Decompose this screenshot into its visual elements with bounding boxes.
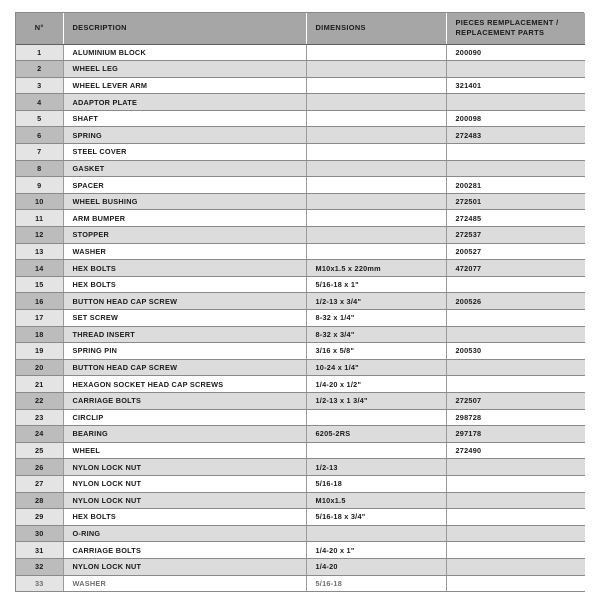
cell-replacement-part: [446, 61, 585, 78]
cell-number: 27: [16, 475, 63, 492]
table-row[interactable]: [16, 61, 585, 78]
table-row[interactable]: [16, 44, 585, 61]
table-row[interactable]: [16, 525, 585, 542]
cell-number: 13: [16, 243, 63, 260]
cell-dimensions: [306, 442, 446, 459]
cell-description: SET SCREW: [63, 310, 306, 327]
table-row[interactable]: [16, 326, 585, 343]
cell-description: WASHER: [63, 243, 306, 260]
cell-description: WHEEL: [63, 442, 306, 459]
cell-description: CARRIAGE BOLTS: [63, 542, 306, 559]
cell-number: 24: [16, 426, 63, 443]
cell-number: 32: [16, 558, 63, 575]
cell-number: 15: [16, 276, 63, 293]
cell-dimensions: M10x1.5: [306, 492, 446, 509]
cell-dimensions: 1/2-13 x 3/4": [306, 293, 446, 310]
cell-number: 20: [16, 359, 63, 376]
cell-number: 7: [16, 144, 63, 161]
cell-description: STOPPER: [63, 227, 306, 244]
cell-description: WHEEL LEG: [63, 61, 306, 78]
parts-table-container: [15, 12, 584, 592]
cell-replacement-part: [446, 475, 585, 492]
cell-description: NYLON LOCK NUT: [63, 558, 306, 575]
cell-dimensions: [306, 77, 446, 94]
cell-replacement-part: 472077: [446, 260, 585, 277]
cell-description: SHAFT: [63, 110, 306, 127]
cell-dimensions: [306, 94, 446, 111]
cell-replacement-part: 200281: [446, 177, 585, 194]
cell-dimensions: [306, 127, 446, 144]
cell-dimensions: [306, 144, 446, 161]
cell-description: O-RING: [63, 525, 306, 542]
cell-number: 33: [16, 575, 63, 592]
cell-dimensions: 5/16-18 x 3/4": [306, 509, 446, 526]
cell-description: WASHER: [63, 575, 306, 592]
table-row[interactable]: [16, 310, 585, 327]
table-row[interactable]: [16, 276, 585, 293]
table-row[interactable]: [16, 376, 585, 393]
cell-replacement-part: 297178: [446, 426, 585, 443]
cell-number: 26: [16, 459, 63, 476]
cell-description: SPRING: [63, 127, 306, 144]
table-row[interactable]: [16, 144, 585, 161]
table-header-row: [16, 13, 585, 44]
cell-description: NYLON LOCK NUT: [63, 492, 306, 509]
cell-replacement-part: 200090: [446, 44, 585, 61]
table-row[interactable]: [16, 293, 585, 310]
cell-dimensions: 5/16-18: [306, 475, 446, 492]
cell-number: 14: [16, 260, 63, 277]
table-row[interactable]: [16, 210, 585, 227]
table-row[interactable]: [16, 492, 585, 509]
cell-dimensions: 5/16-18: [306, 575, 446, 592]
table-row[interactable]: [16, 77, 585, 94]
cell-replacement-part: [446, 558, 585, 575]
cell-description: SPACER: [63, 177, 306, 194]
cell-dimensions: [306, 110, 446, 127]
column-header-replacement-parts: PIECES REMPLACEMENT / REPLACEMENT PARTS: [446, 13, 585, 44]
cell-number: 21: [16, 376, 63, 393]
table-row[interactable]: [16, 243, 585, 260]
table-row[interactable]: [16, 509, 585, 526]
table-row[interactable]: [16, 558, 585, 575]
cell-number: 23: [16, 409, 63, 426]
cell-replacement-part: [446, 160, 585, 177]
cell-description: HEX BOLTS: [63, 509, 306, 526]
cell-description: HEXAGON SOCKET HEAD CAP SCREWS: [63, 376, 306, 393]
cell-description: THREAD INSERT: [63, 326, 306, 343]
cell-replacement-part: [446, 575, 585, 592]
cell-description: ARM BUMPER: [63, 210, 306, 227]
table-row[interactable]: [16, 94, 585, 111]
cell-replacement-part: [446, 94, 585, 111]
table-row[interactable]: [16, 409, 585, 426]
cell-dimensions: [306, 227, 446, 244]
cell-replacement-part: 200526: [446, 293, 585, 310]
cell-replacement-part: [446, 525, 585, 542]
cell-replacement-part: 272485: [446, 210, 585, 227]
cell-description: CARRIAGE BOLTS: [63, 392, 306, 409]
cell-dimensions: 1/4-20 x 1/2": [306, 376, 446, 393]
cell-replacement-part: 272501: [446, 193, 585, 210]
table-row[interactable]: [16, 442, 585, 459]
cell-replacement-part: [446, 326, 585, 343]
cell-dimensions: [306, 525, 446, 542]
table-row[interactable]: [16, 392, 585, 409]
cell-replacement-part: 272537: [446, 227, 585, 244]
cell-replacement-part: [446, 492, 585, 509]
table-row[interactable]: [16, 227, 585, 244]
cell-replacement-part: [446, 144, 585, 161]
cell-number: 4: [16, 94, 63, 111]
cell-description: BUTTON HEAD CAP SCREW: [63, 359, 306, 376]
cell-number: 18: [16, 326, 63, 343]
cell-replacement-part: 200098: [446, 110, 585, 127]
cell-dimensions: [306, 409, 446, 426]
table-row[interactable]: [16, 260, 585, 277]
cell-description: NYLON LOCK NUT: [63, 475, 306, 492]
cell-replacement-part: [446, 376, 585, 393]
column-header-dimensions: DIMENSIONS: [306, 13, 446, 44]
cell-number: 6: [16, 127, 63, 144]
table-row[interactable]: [16, 459, 585, 476]
cell-replacement-part: [446, 542, 585, 559]
cell-dimensions: 6205-2RS: [306, 426, 446, 443]
column-header-description: DESCRIPTION: [63, 13, 306, 44]
cell-dimensions: [306, 210, 446, 227]
table-row[interactable]: [16, 475, 585, 492]
replacement-parts-table: [16, 13, 585, 592]
cell-dimensions: [306, 61, 446, 78]
table-row[interactable]: [16, 575, 585, 592]
cell-replacement-part: [446, 509, 585, 526]
cell-number: 17: [16, 310, 63, 327]
cell-description: STEEL COVER: [63, 144, 306, 161]
cell-dimensions: 1/4-20: [306, 558, 446, 575]
table-row[interactable]: [16, 359, 585, 376]
cell-replacement-part: [446, 359, 585, 376]
cell-number: 25: [16, 442, 63, 459]
cell-description: HEX BOLTS: [63, 276, 306, 293]
cell-description: HEX BOLTS: [63, 260, 306, 277]
cell-number: 1: [16, 44, 63, 61]
cell-description: ADAPTOR PLATE: [63, 94, 306, 111]
cell-number: 2: [16, 61, 63, 78]
cell-dimensions: 5/16-18 x 1": [306, 276, 446, 293]
table-header: [16, 13, 585, 44]
cell-number: 22: [16, 392, 63, 409]
cell-dimensions: 1/2-13: [306, 459, 446, 476]
cell-dimensions: [306, 177, 446, 194]
cell-dimensions: [306, 44, 446, 61]
cell-replacement-part: [446, 459, 585, 476]
cell-number: 8: [16, 160, 63, 177]
cell-description: BUTTON HEAD CAP SCREW: [63, 293, 306, 310]
cell-dimensions: 1/4-20 x 1": [306, 542, 446, 559]
cell-dimensions: M10x1.5 x 220mm: [306, 260, 446, 277]
cell-number: 19: [16, 343, 63, 360]
table-row[interactable]: [16, 193, 585, 210]
table-row[interactable]: [16, 426, 585, 443]
table-row[interactable]: [16, 177, 585, 194]
cell-replacement-part: [446, 310, 585, 327]
cell-description: ALUMINIUM BLOCK: [63, 44, 306, 61]
cell-replacement-part: 298728: [446, 409, 585, 426]
table-row[interactable]: [16, 110, 585, 127]
cell-replacement-part: 272483: [446, 127, 585, 144]
cell-description: WHEEL BUSHING: [63, 193, 306, 210]
cell-replacement-part: 200530: [446, 343, 585, 360]
cell-replacement-part: 272507: [446, 392, 585, 409]
cell-number: 31: [16, 542, 63, 559]
cell-replacement-part: 200527: [446, 243, 585, 260]
cell-dimensions: 8-32 x 3/4": [306, 326, 446, 343]
cell-number: 5: [16, 110, 63, 127]
cell-dimensions: 8-32 x 1/4": [306, 310, 446, 327]
cell-number: 28: [16, 492, 63, 509]
cell-dimensions: [306, 193, 446, 210]
cell-dimensions: 3/16 x 5/8": [306, 343, 446, 360]
cell-number: 9: [16, 177, 63, 194]
column-header-number: N°: [16, 13, 63, 44]
table-body: [16, 44, 585, 592]
cell-replacement-part: [446, 276, 585, 293]
cell-number: 10: [16, 193, 63, 210]
cell-number: 12: [16, 227, 63, 244]
cell-dimensions: 1/2-13 x 1 3/4": [306, 392, 446, 409]
cell-description: GASKET: [63, 160, 306, 177]
cell-description: CIRCLIP: [63, 409, 306, 426]
cell-number: 11: [16, 210, 63, 227]
cell-replacement-part: 321401: [446, 77, 585, 94]
table-row[interactable]: [16, 542, 585, 559]
cell-number: 30: [16, 525, 63, 542]
table-row[interactable]: [16, 160, 585, 177]
table-row[interactable]: [16, 127, 585, 144]
cell-number: 29: [16, 509, 63, 526]
cell-number: 3: [16, 77, 63, 94]
cell-description: WHEEL LEVER ARM: [63, 77, 306, 94]
cell-dimensions: [306, 160, 446, 177]
cell-number: 16: [16, 293, 63, 310]
cell-dimensions: 10-24 x 1/4": [306, 359, 446, 376]
cell-description: NYLON LOCK NUT: [63, 459, 306, 476]
table-row[interactable]: [16, 343, 585, 360]
cell-dimensions: [306, 243, 446, 260]
cell-replacement-part: 272490: [446, 442, 585, 459]
cell-description: SPRING PIN: [63, 343, 306, 360]
cell-description: BEARING: [63, 426, 306, 443]
